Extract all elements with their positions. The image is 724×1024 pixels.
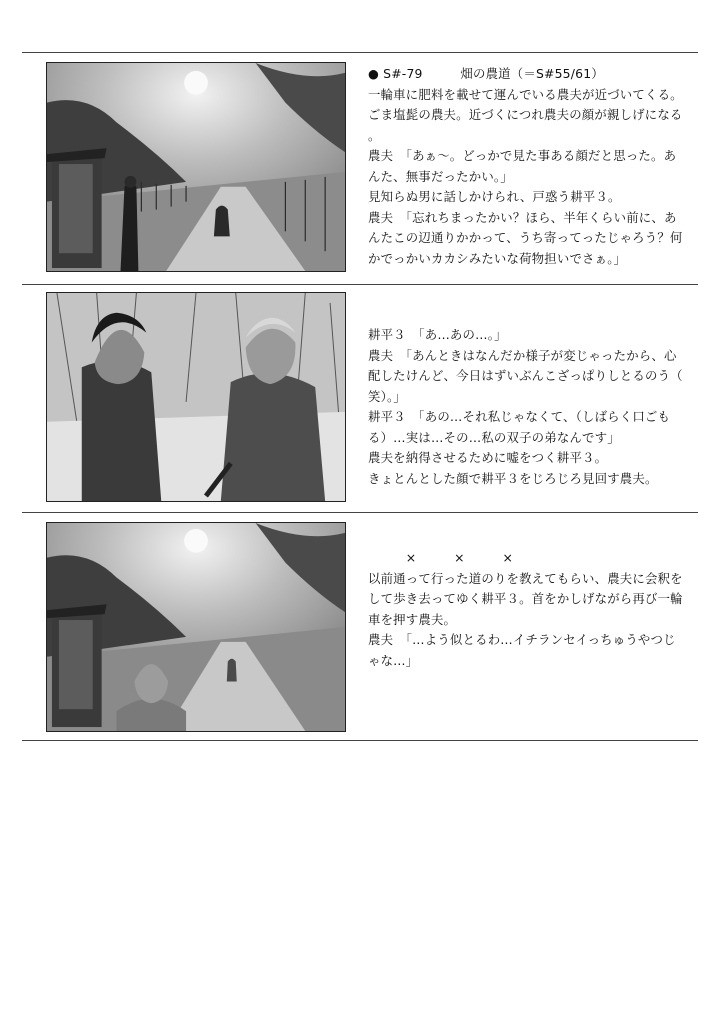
- script-line: る）…実は…その…私の双子の弟なんです」: [368, 429, 620, 445]
- script-line: ごま塩髭の農夫。近づくにつれ農夫の顔が親しげになる: [368, 107, 683, 122]
- script-line: 農夫 「…よう似とるわ…イチランセイっちゅうやつじ: [368, 632, 676, 647]
- script-line: 耕平３ 「あの…それ私じゃなくて、（しばらく口ごも: [368, 409, 671, 424]
- script-line: 笑）。」: [368, 388, 406, 404]
- scene-text-2: [368, 325, 698, 489]
- script-line: 耕平３ 「あ…あの…。」: [368, 327, 507, 342]
- script-line: かでっかいカカシみたいな荷物担いでさぁ。」: [368, 250, 627, 266]
- divider-1: [22, 284, 698, 285]
- scene-heading: ● S#-79 畑の農道（＝S#55/61）: [368, 66, 604, 81]
- script-line: きょとんとした顔で耕平３をじろじろ見回す農夫。: [368, 470, 658, 486]
- script-line: ゃな…」: [368, 652, 419, 668]
- script-line: 車を押す農夫。: [368, 611, 457, 627]
- script-line: 農夫 「忘れちまったかい？ほら、半年くらい前に、あ: [368, 209, 677, 225]
- script-line: 農夫 「あぁ～。どっかで見た事ある顔だと思った。あ: [368, 148, 677, 163]
- script-line: んたこの辺通りかかって、うち寄ってったじゃろう？何: [368, 230, 683, 245]
- script-line: 一輪車に肥料を載せて運んでいる農夫が近づいてくる。: [368, 86, 683, 102]
- script-line: んた、無事だったかい。」: [368, 168, 513, 184]
- scene-text-3: [368, 548, 698, 671]
- script-line: 。: [368, 127, 381, 143]
- storyboard-panel-2: [46, 292, 346, 502]
- storyboard-panel-3: [46, 522, 346, 732]
- script-line: 以前通って行った道のりを教えてもらい、農夫に会釈を: [368, 570, 683, 586]
- script-line: 配したけんど、今日はずいぶんこざっぱりしとるのう（: [368, 368, 683, 383]
- storyboard-panel-1: [46, 62, 346, 272]
- script-line: 農夫を納得させるために嘘をつく耕平３。: [368, 450, 608, 465]
- script-line: 農夫 「あんときはなんだか様子が変じゃったから、心: [368, 347, 677, 363]
- script-line: して歩き去ってゆく耕平３。首をかしげながら再び一輪: [368, 591, 683, 606]
- scene-text-1: [368, 64, 698, 269]
- script-line: 見知らぬ男に話しかけられ、戸惑う耕平３。: [368, 189, 621, 204]
- divider-bottom: [22, 740, 698, 741]
- divider-top: [22, 52, 698, 53]
- scene-separator: × × ×: [368, 550, 514, 565]
- bullet-icon: ●: [368, 66, 380, 81]
- divider-2: [22, 512, 698, 513]
